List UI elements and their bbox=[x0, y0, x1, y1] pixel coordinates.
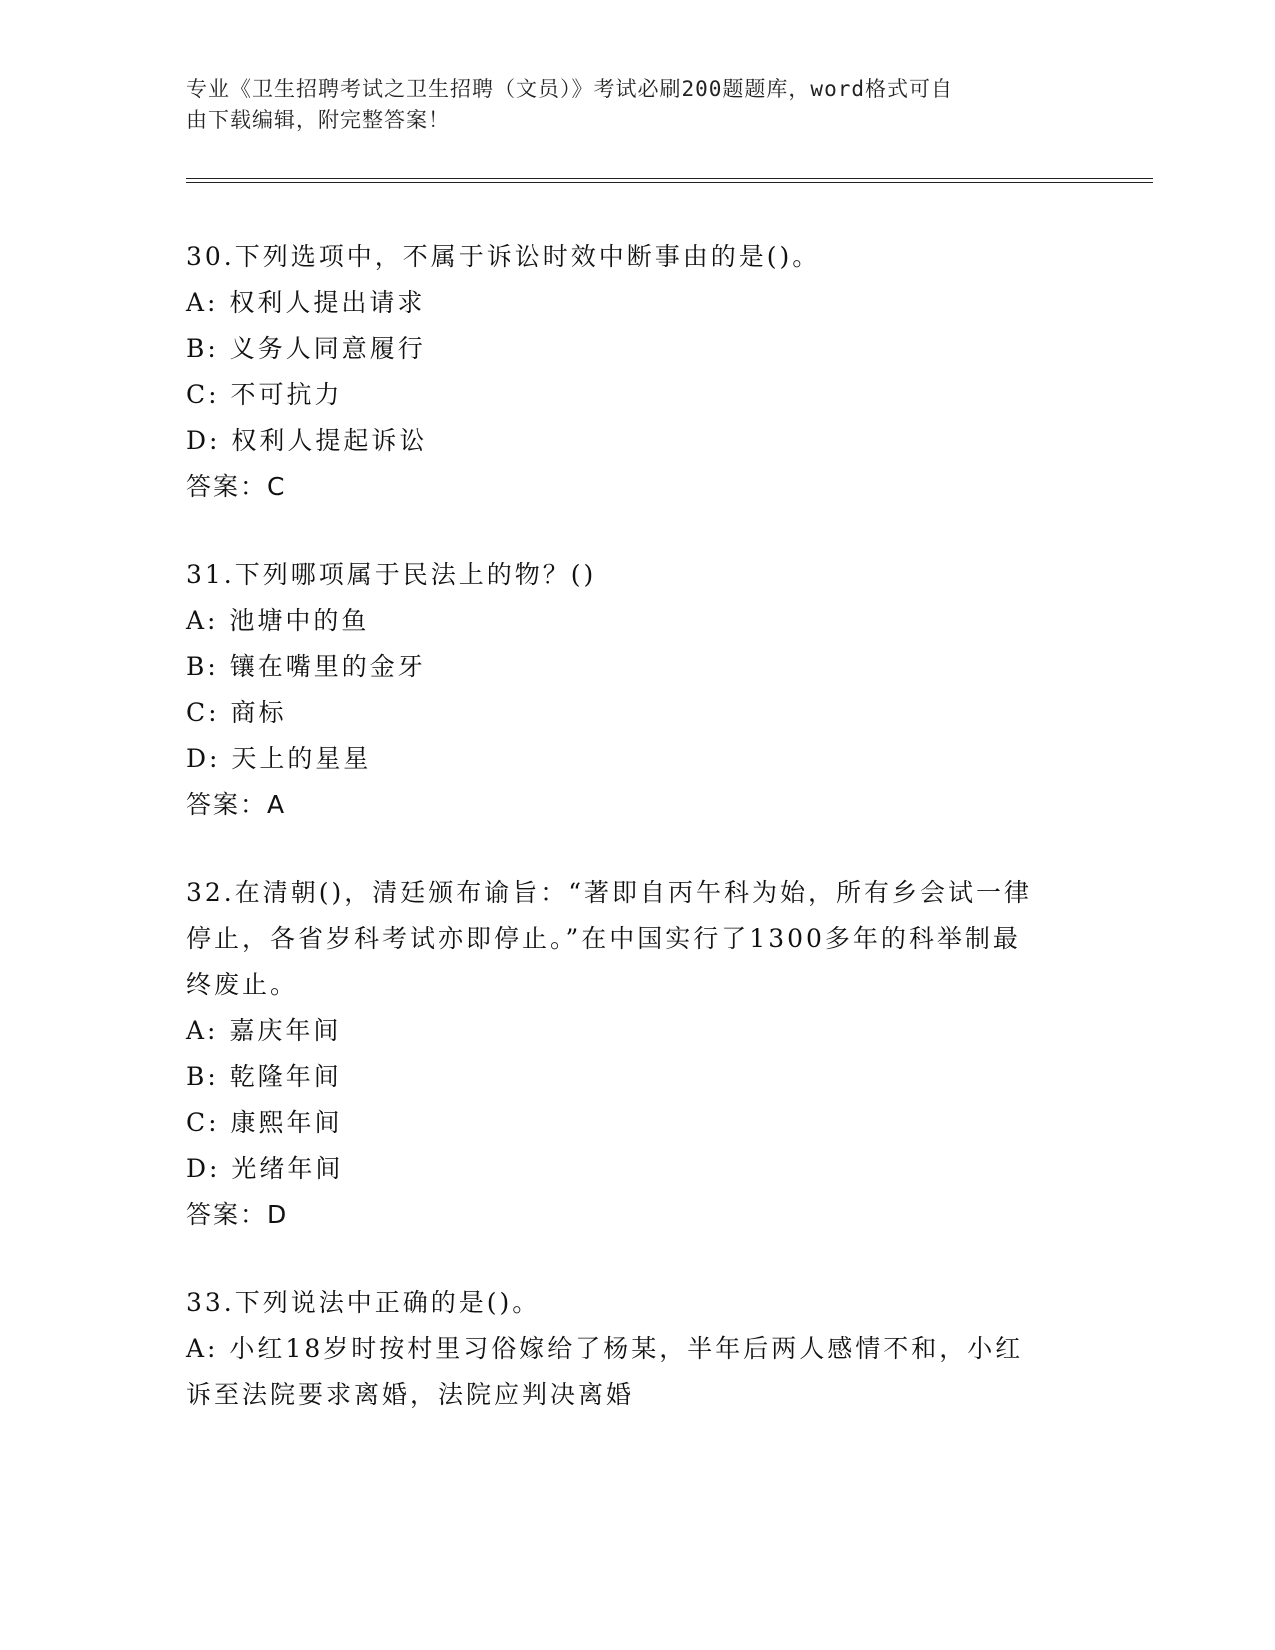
option-b: B: 乾隆年间 bbox=[186, 1062, 342, 1091]
question-stem: 33.下列说法中正确的是()。 bbox=[186, 1288, 541, 1317]
option-c: C: 不可抗力 bbox=[186, 380, 343, 409]
option-c: C: 商标 bbox=[186, 698, 287, 727]
answer-line: 答案：D bbox=[186, 1200, 289, 1229]
question-item bbox=[186, 1280, 1086, 1418]
option-a: A: 池塘中的鱼 bbox=[186, 606, 370, 635]
option-a-line-2: 诉至法院要求离婚，法院应判决离婚 bbox=[186, 1380, 635, 1409]
question-item bbox=[186, 552, 1086, 828]
header-divider-bottom bbox=[186, 182, 1153, 183]
question-item bbox=[186, 234, 1086, 510]
header-line-2: 由下载编辑，附完整答案！ bbox=[186, 108, 450, 132]
header-line-1: 专业《卫生招聘考试之卫生招聘（文员）》考试必刷200题题库，word格式可自 bbox=[186, 77, 953, 101]
option-b: B: 镶在嘴里的金牙 bbox=[186, 652, 426, 681]
option-d: D: 天上的星星 bbox=[186, 744, 372, 773]
question-stem-line-3: 终废止。 bbox=[186, 970, 299, 999]
option-a: A: 权利人提出请求 bbox=[186, 288, 426, 317]
option-b: B: 义务人同意履行 bbox=[186, 334, 426, 363]
document-header bbox=[186, 74, 1066, 136]
option-d: D: 权利人提起诉讼 bbox=[186, 426, 428, 455]
option-a: A: 嘉庆年间 bbox=[186, 1016, 342, 1045]
question-stem: 30.下列选项中，不属于诉讼时效中断事由的是()。 bbox=[186, 242, 821, 271]
answer-line: 答案：A bbox=[186, 790, 287, 819]
question-list bbox=[186, 234, 1086, 1460]
option-c: C: 康熙年间 bbox=[186, 1108, 343, 1137]
question-stem-line-1: 32.在清朝()，清廷颁布谕旨：“著即自丙午科为始，所有乡会试一律 bbox=[186, 878, 1033, 907]
option-d: D: 光绪年间 bbox=[186, 1154, 344, 1183]
question-item bbox=[186, 870, 1086, 1238]
header-divider-top bbox=[186, 178, 1153, 179]
question-stem-line-2: 停止，各省岁科考试亦即停止。”在中国实行了1300多年的科举制最 bbox=[186, 924, 1021, 953]
question-stem: 31.下列哪项属于民法上的物？() bbox=[186, 560, 597, 589]
option-a-line-1: A: 小红18岁时按村里习俗嫁给了杨某，半年后两人感情不和，小红 bbox=[186, 1334, 1024, 1363]
answer-line: 答案：C bbox=[186, 472, 287, 501]
